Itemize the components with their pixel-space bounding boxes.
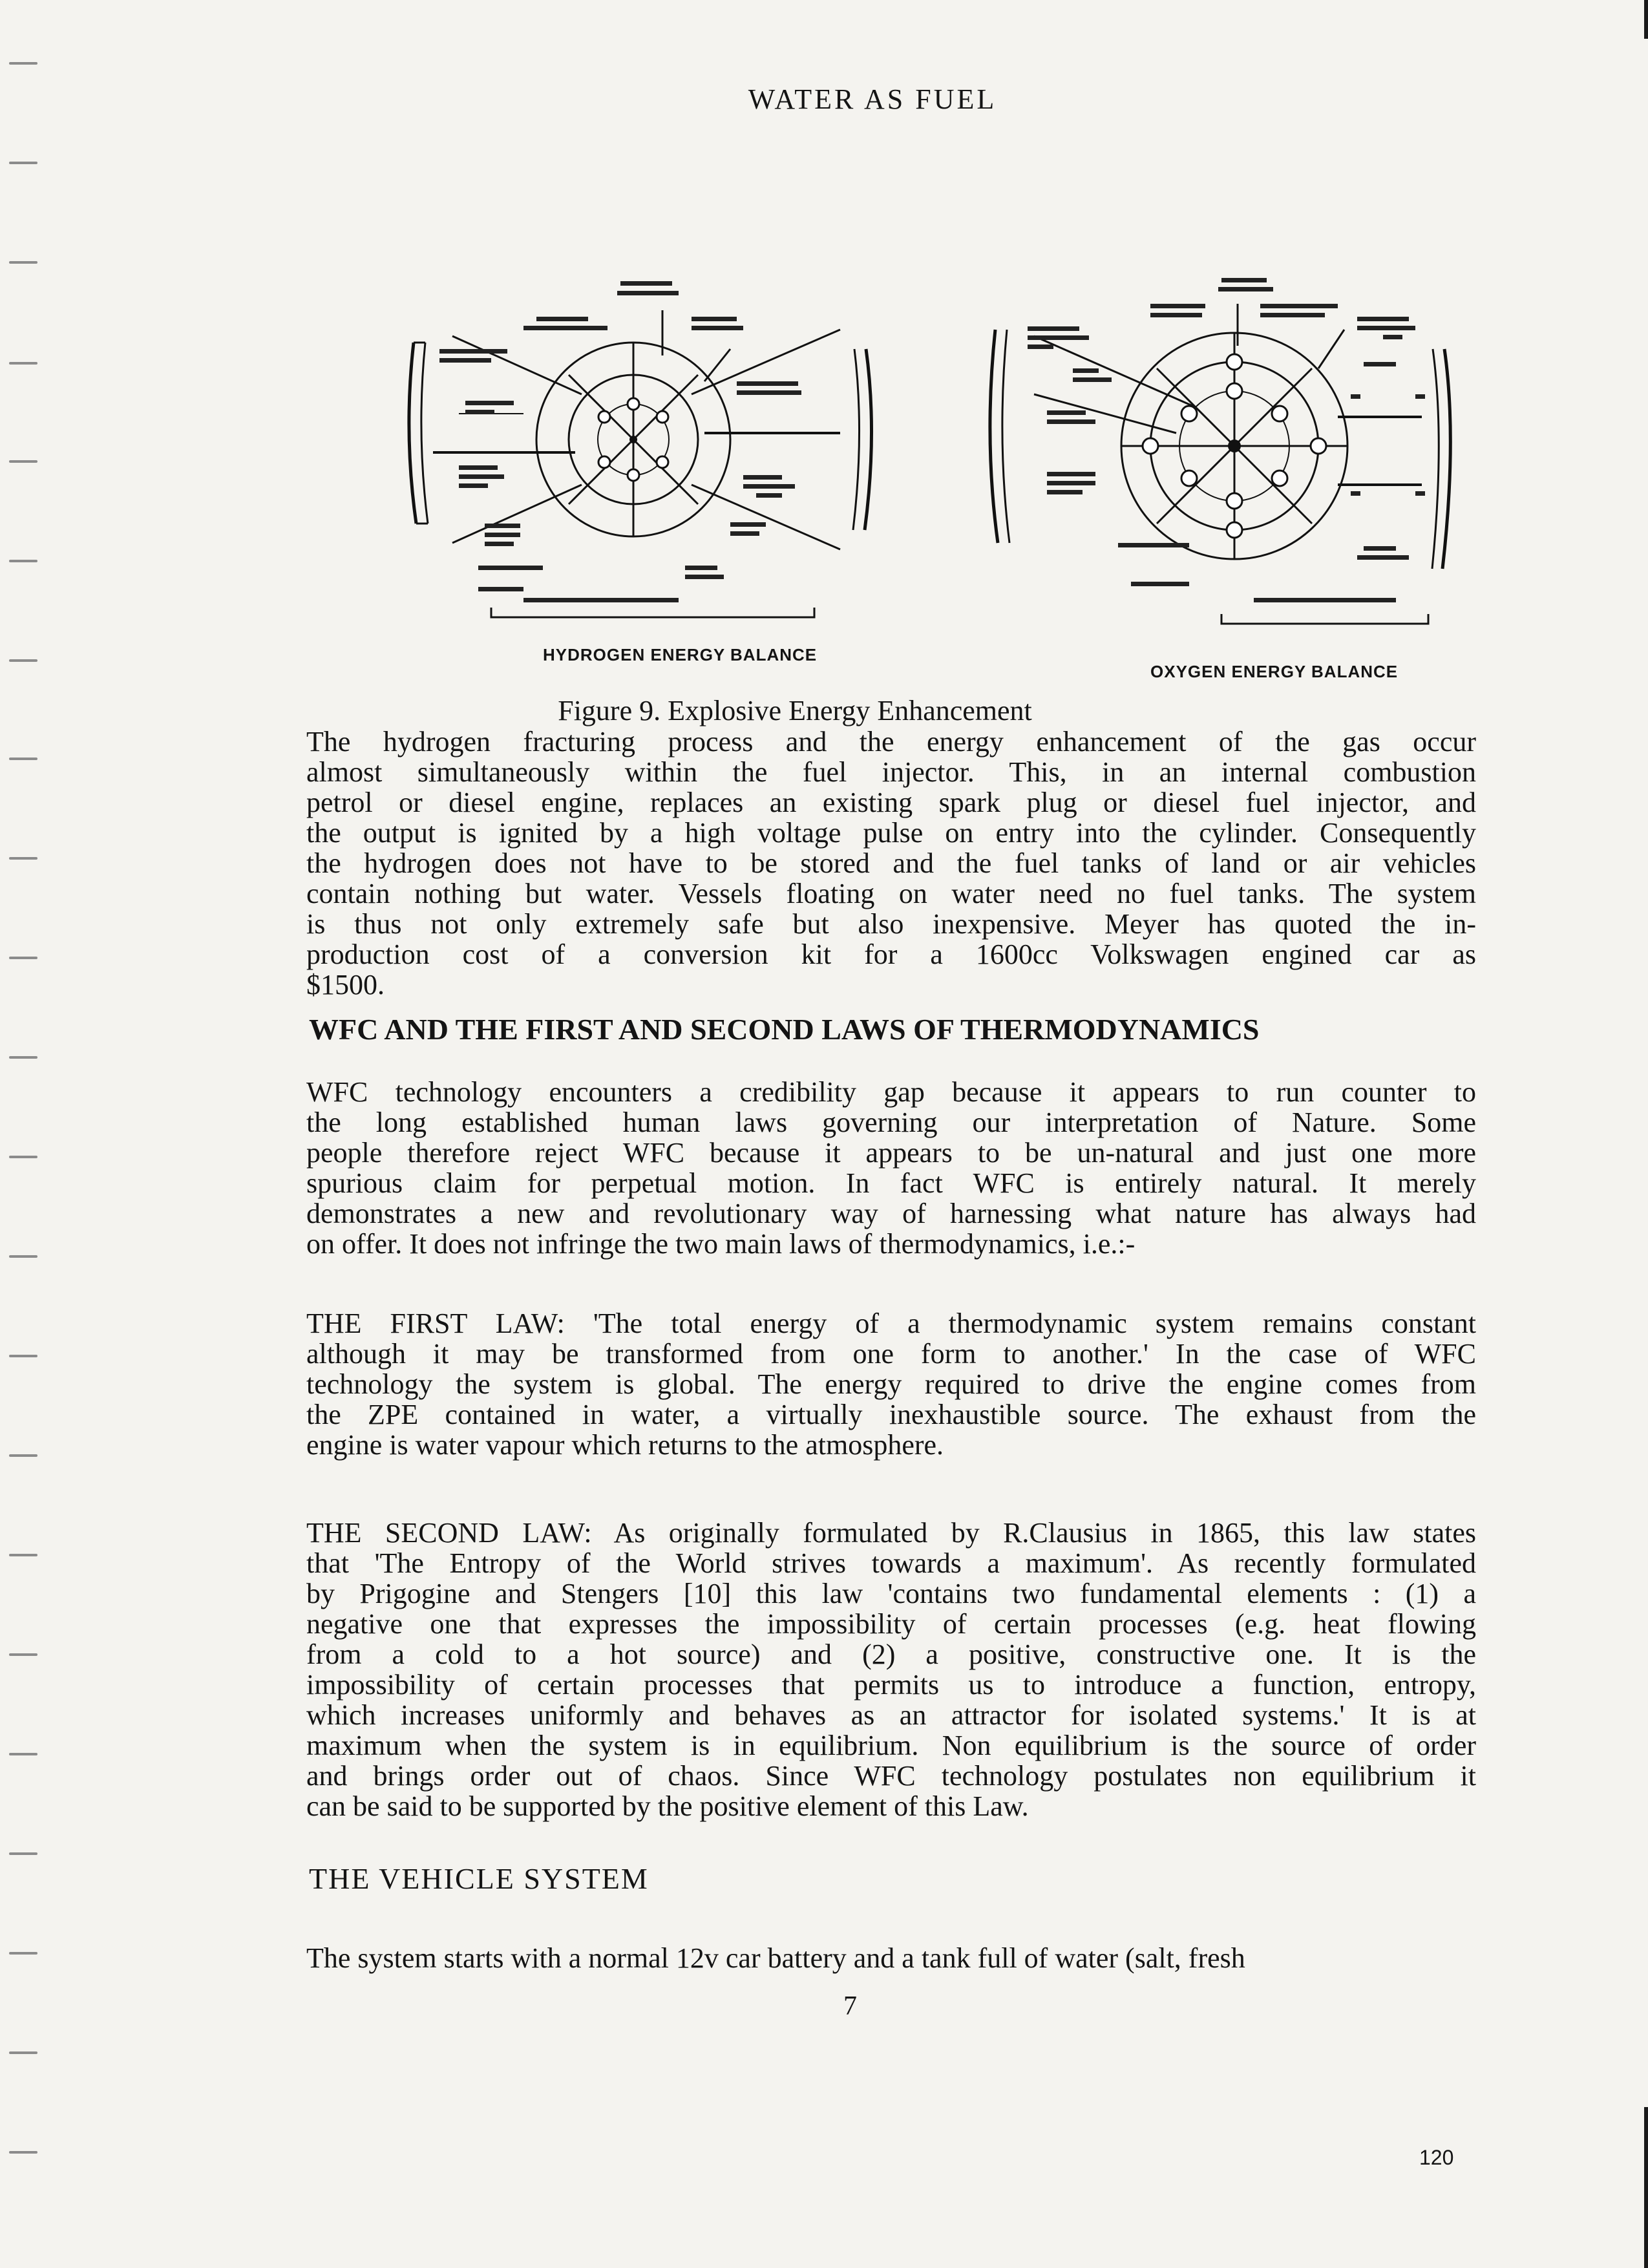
vehicle-system-paragraph xyxy=(306,1943,1476,1973)
text-line: on offer. It does not infringe the two main laws of thermodynamics, i.e.:- xyxy=(306,1228,1136,1260)
text-line: contain nothing but water. Vessels floating on water need no fuel tanks. The system xyxy=(306,878,1476,909)
running-title: WATER AS FUEL xyxy=(748,83,997,115)
text-line: from a cold to a hot source) and (2) a positive, constructive one. It is the xyxy=(306,1638,1476,1670)
section-heading-thermodynamics: WFC AND THE FIRST AND SECOND LAWS OF THERMODYNAMICS xyxy=(309,1013,1260,1046)
text-line: production cost of a conversion kit for a 1600cc Volkswagen engined car as xyxy=(306,938,1476,970)
text-line: The hydrogen fracturing process and the energy enhancement of the gas occur xyxy=(306,726,1476,758)
text-line: the long established human laws governing our interpretation of Nature. Some xyxy=(306,1107,1476,1138)
text-line: impossibility of certain processes that permits us to introduce a function, entropy, xyxy=(306,1669,1476,1701)
oxygen-diagram-title: OXYGEN ENERGY BALANCE xyxy=(1150,662,1399,681)
intro-paragraph xyxy=(306,726,1476,1000)
text-line: The system starts with a normal 12v car battery and a tank full of water (salt, fresh xyxy=(306,1942,1245,1974)
text-line: WFC technology encounters a credibility gap because it appears to run counter to xyxy=(306,1076,1476,1108)
text-line: engine is water vapour which returns to the atmosphere. xyxy=(306,1429,944,1461)
text-line: THE FIRST LAW: 'The total energy of a thermodynamic system remains constant xyxy=(306,1308,1476,1339)
text-line: spurious claim for perpetual motion. In fact WFC is entirely natural. It merely xyxy=(306,1167,1476,1199)
second-law-paragraph xyxy=(306,1518,1476,1821)
right-edge-bar xyxy=(1644,0,1648,39)
text-line: $1500. xyxy=(306,969,385,1001)
text-line: people therefore reject WFC because it appears to be un-natural and just one more xyxy=(306,1137,1476,1169)
text-line: negative one that expresses the impossibility of certain processes (e.g. heat flowing xyxy=(306,1608,1476,1640)
text-line: is thus not only extremely safe but also inexpensive. Meyer has quoted the in- xyxy=(306,908,1476,940)
figure-caption: Figure 9. Explosive Energy Enhancement xyxy=(558,695,1032,726)
right-edge-bar-lower xyxy=(1644,2107,1648,2268)
hydrogen-diagram-title: HYDROGEN ENERGY BALANCE xyxy=(543,645,818,664)
text-line: the output is ignited by a high voltage pulse on entry into the cylinder. Consequently xyxy=(306,817,1476,849)
section-heading-vehicle-system: THE VEHICLE SYSTEM xyxy=(309,1862,649,1895)
text-line: that 'The Entropy of the World strives towards a maximum'. As recently formulated xyxy=(306,1547,1476,1579)
page-number: 7 xyxy=(843,1991,857,2021)
folio-number: 120 xyxy=(1419,2146,1454,2169)
text-line: although it may be transformed from one form to another.' In the case of WFC xyxy=(306,1338,1476,1370)
text-line: the ZPE contained in water, a virtually inexhaustible source. The exhaust from the xyxy=(306,1399,1476,1430)
text-line: demonstrates a new and revolutionary way of harnessing what nature has always had xyxy=(306,1198,1476,1229)
thermodynamics-paragraph xyxy=(306,1077,1476,1259)
hydrogen-energy-diagram xyxy=(394,271,885,633)
text-line: and brings order out of chaos. Since WFC technology postulates non equilibrium it xyxy=(306,1760,1476,1792)
text-line: technology the system is global. The energy required to drive the engine comes from xyxy=(306,1368,1476,1400)
text-line: petrol or diesel engine, replaces an existing spark plug or diesel fuel injector, and xyxy=(306,787,1476,818)
text-line: THE SECOND LAW: As originally formulated by R.Clausius in 1865, this law states xyxy=(306,1517,1476,1549)
text-line: which increases uniformly and behaves as an attractor for isolated systems.' It is at xyxy=(306,1699,1476,1731)
text-line: maximum when the system is in equilibrium. Non equilibrium is the source of order xyxy=(306,1730,1476,1761)
text-line: can be said to be supported by the positive element of this Law. xyxy=(306,1790,1029,1822)
text-line: by Prigogine and Stengers [10] this law 'contains two fundamental elements : (1) a xyxy=(306,1578,1476,1609)
oxygen-energy-diagram xyxy=(976,265,1467,640)
oxygen-diagram-svg xyxy=(976,265,1467,640)
text-line: the hydrogen does not have to be stored and the fuel tanks of land or air vehicles xyxy=(306,847,1476,879)
first-law-paragraph xyxy=(306,1308,1476,1460)
text-line: almost simultaneously within the fuel injector. This, in an internal combustion xyxy=(306,756,1476,788)
hydrogen-diagram-svg xyxy=(394,271,885,633)
